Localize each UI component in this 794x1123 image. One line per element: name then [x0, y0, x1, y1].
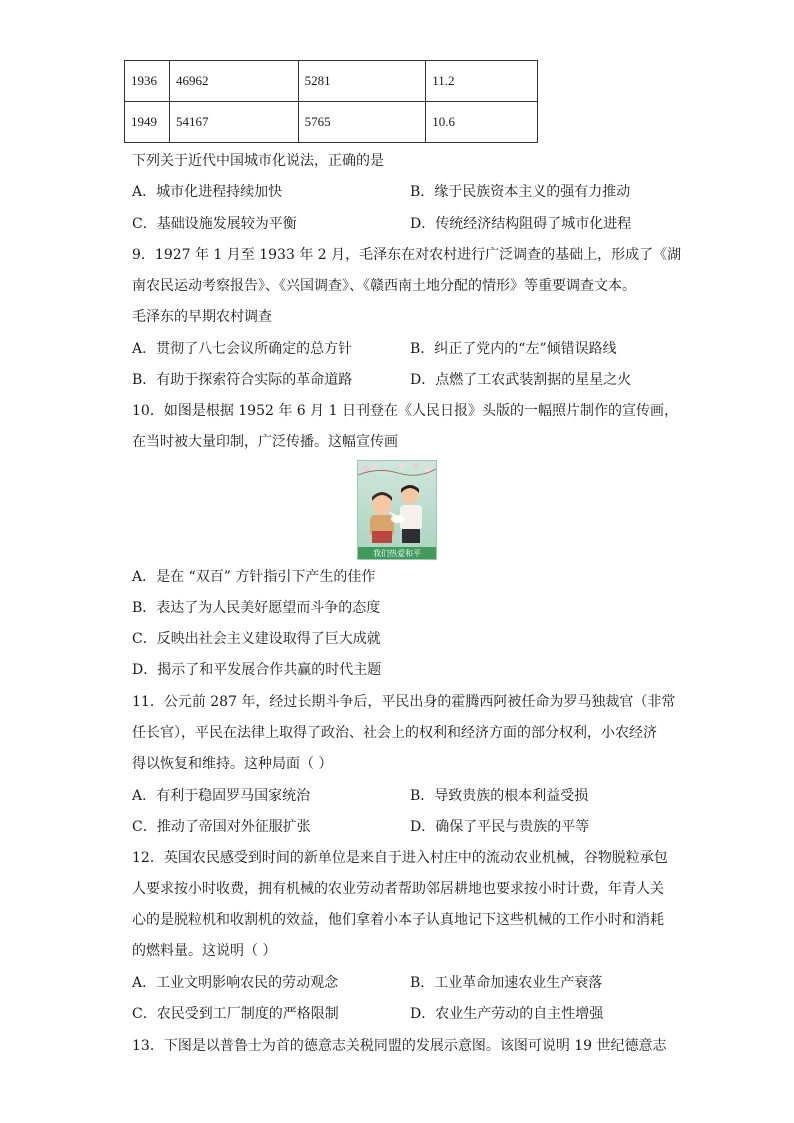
q8-option-a: A．城市化进程持续加快: [132, 184, 283, 200]
q9-stem-line: 南农民运动考察报告》、《兴国调查》、《赣西南土地分配的情形》等重要调查文本。: [132, 278, 636, 294]
q12-option-d: D．农业生产劳动的自主性增强: [410, 1006, 604, 1022]
q13-stem-line: 13．下图是以普鲁士为首的德意志关税同盟的发展示意图。该图可说明 19 世纪德意志: [132, 1038, 667, 1054]
q11-stem-line: 11．公元前 287 年，经过长期斗争后，平民出身的霍腾西阿被任命为罗马独裁官（非常: [132, 694, 676, 710]
table-cell: 1949: [125, 102, 170, 143]
table-cell: 1936: [125, 61, 170, 102]
q12-option-a: A．工业文明影响农民的劳动观念: [132, 975, 339, 991]
q8-option-b: B．缘于民族资本主义的强有力推动: [410, 184, 631, 200]
q11-stem-line: 任长官），平民在法律上取得了政治、社会上的权利和经济方面的部分权利，小农经济: [132, 725, 657, 741]
poster-caption: 我们热爱和平: [373, 549, 421, 558]
q8-option-c: C．基础设施发展较为平衡: [132, 216, 297, 232]
q11-stem-line: 得以恢复和维持。这种局面（ ）: [132, 756, 333, 772]
q12-stem-line: 人要求按小时收费，拥有机械的农业劳动者帮助邻居耕地也要求按小时计费，年青人关: [132, 881, 664, 897]
propaganda-poster-image: [357, 460, 437, 560]
table-cell: 10.6: [426, 102, 538, 143]
table-cell: 54167: [169, 102, 298, 143]
q9-stem-line: 9．1927 年 1 月至 1933 年 2 月，毛泽东在对农村进行广泛调查的基础上，形成了《湖: [132, 247, 682, 263]
q10-option-b: B．表达了为人民美好愿望而斗争的态度: [132, 600, 381, 616]
q12-option-c: C．农民受到工厂制度的严格限制: [132, 1006, 339, 1022]
q10-option-a: A．是在 “双百” 方针指引下产生的佳作: [132, 569, 376, 585]
q11-option-d: D．确保了平民与贵族的平等: [410, 819, 590, 835]
q11-option-a: A．有利于稳固罗马国家统治: [132, 788, 311, 804]
table-cell: 46962: [169, 61, 298, 102]
table-cell: 5281: [298, 61, 426, 102]
q9-option-c: B．有助于探索符合实际的革命道路: [132, 372, 353, 388]
q10-option-d: D．揭示了和平发展合作共赢的时代主题: [132, 662, 382, 678]
table-row: [125, 61, 538, 102]
q10-stem-line: 10．如图是根据 1952 年 6 月 1 日刊登在《人民日报》头版的一幅照片制作的宣传画，: [132, 403, 678, 419]
q8-option-d: D．传统经济结构阻碍了城市化进程: [410, 216, 632, 232]
q12-stem-line: 的燃料量。这说明（ ）: [132, 943, 277, 959]
q10-stem-line: 在当时被大量印制，广泛传播。这幅宣传画: [132, 434, 398, 450]
q12-option-b: B．工业革命加速农业生产衰落: [410, 975, 603, 991]
table-row: [125, 102, 538, 143]
q9-option-d: D．点燃了工农武装割据的星星之火: [410, 372, 632, 388]
q12-stem-line: 心的是脱粒机和收割机的效益，他们拿着小本子认真地记下这些机械的工作小时和消耗: [132, 912, 664, 928]
q11-option-c: C．推动了帝国对外征服扩张: [132, 819, 311, 835]
table-cell: 11.2: [426, 61, 538, 102]
q8-stem: 下列关于近代中国城市化说法，正确的是: [132, 153, 384, 169]
table-cell: 5765: [298, 102, 426, 143]
q12-stem-line: 12．英国农民感受到时间的新单位是来自于进入村庄中的流动农业机械，谷物脱粒承包: [132, 850, 668, 866]
q10-option-c: C．反映出社会主义建设取得了巨大成就: [132, 631, 381, 647]
q11-option-b: B．导致贵族的根本利益受损: [410, 788, 589, 804]
q9-stem-line: 毛泽东的早期农村调查: [132, 309, 272, 325]
data-table: [124, 60, 538, 143]
q9-option-a: A．贯彻了八七会议所确定的总方针: [132, 341, 353, 357]
q9-option-b: B．纠正了党内的“左”倾错误路线: [410, 341, 617, 357]
